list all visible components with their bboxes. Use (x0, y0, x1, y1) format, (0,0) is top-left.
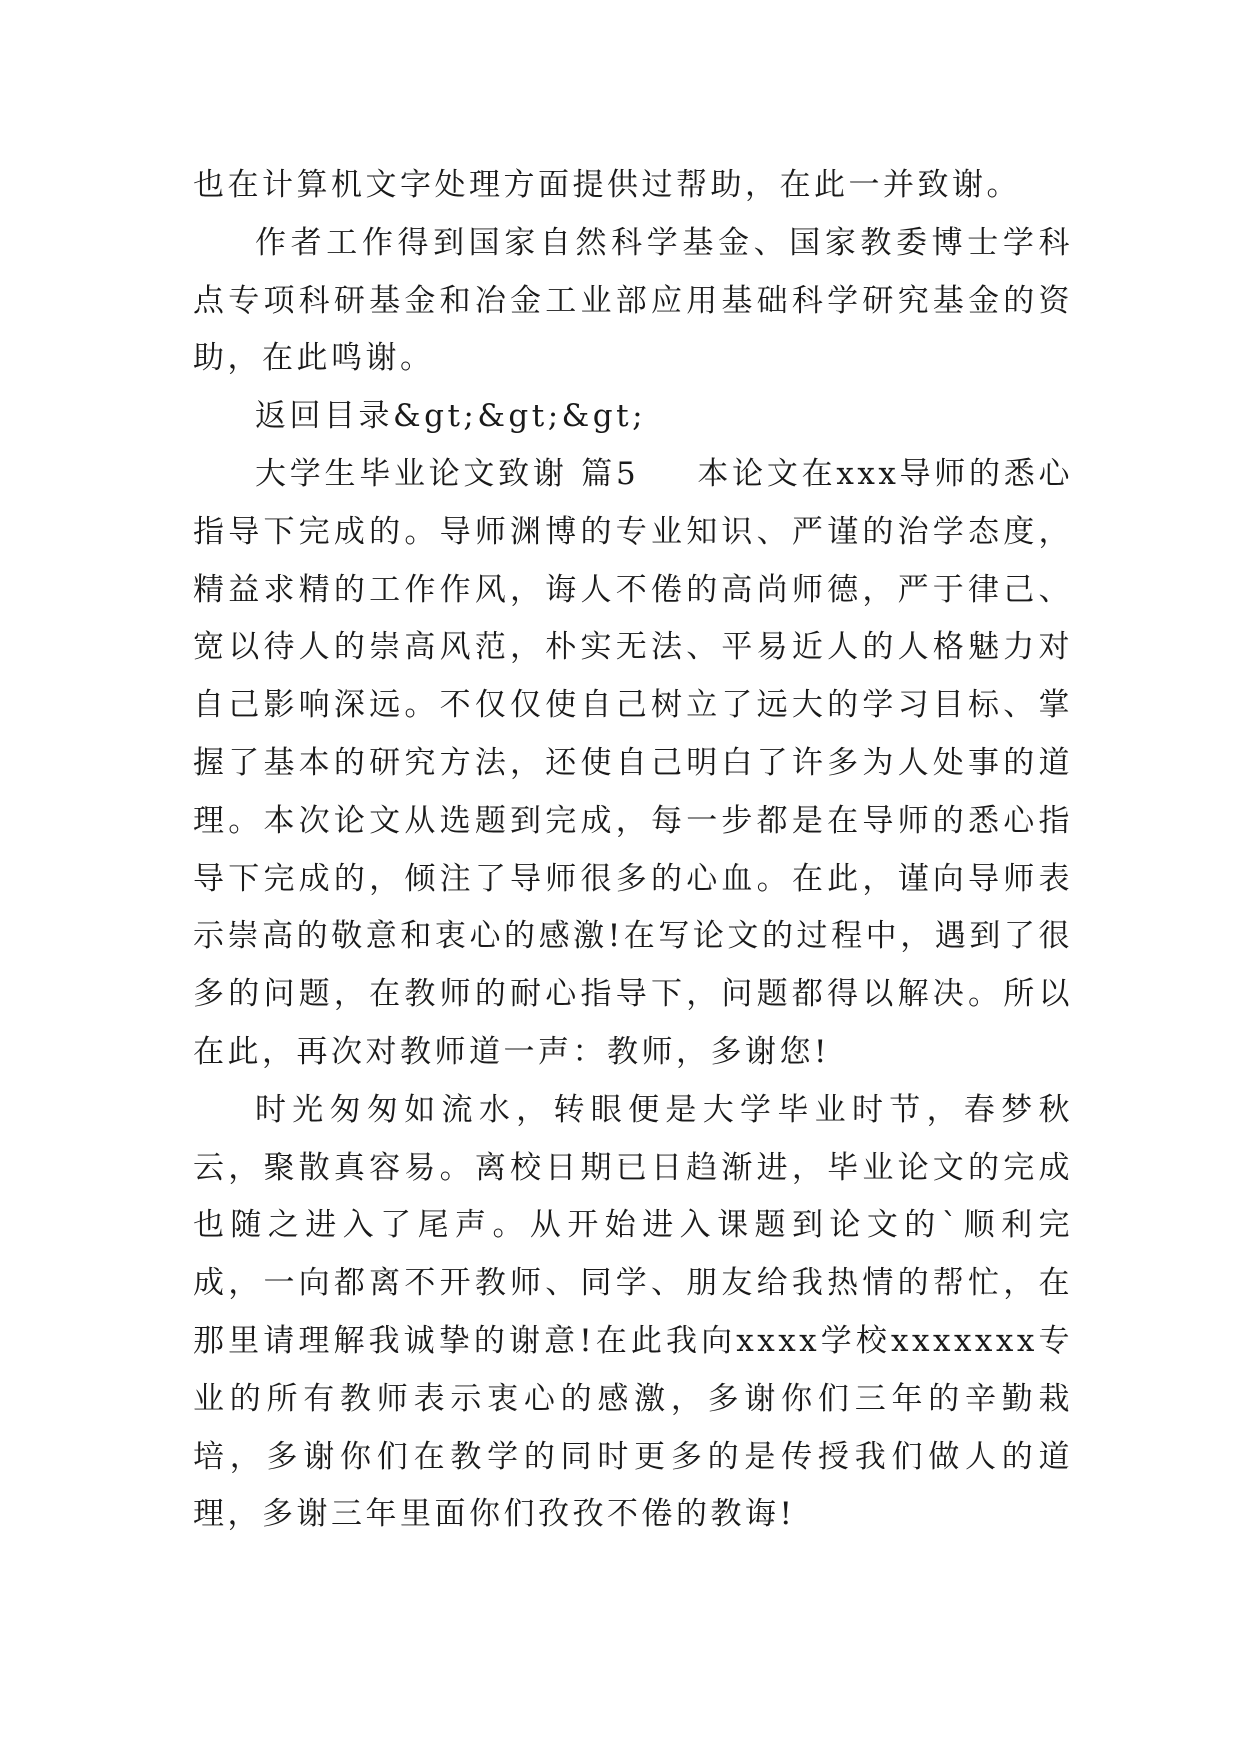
paragraph-continuation: 也在计算机文字处理方面提供过帮助，在此一并致谢。 (193, 167, 1021, 203)
back-to-contents-paragraph (193, 388, 1073, 446)
document-body (193, 157, 1073, 1544)
paragraph-graduation-thanks: 时光匆匆如流水，转眼便是大学毕业时节，春梦秋云，聚散真容易。离校日期已日趋渐进，毕业论文的完成也随之进入了尾声。从开始进入课题到论文的`顺利完成，一向都离不开教师、同学、朋友给我热情的帮忙，在那里请理解我诚挚的谢意!在此我向xxxx学校xxxxxxx专业的所有教师表示衷心的感激，多谢你们三年的辛勤栽培，多谢你们在教学的同时更多的是传授我们做人的道理，多谢三年里面你们孜孜不倦的教诲! (193, 1091, 1073, 1533)
paragraph-section-5 (193, 446, 1073, 1082)
paragraph-funding-acknowledgement: 作者工作得到国家自然科学基金、国家教委博士学科点专项科研基金和冶金工业部应用基础科学研究基金的资助，在此鸣谢。 (193, 224, 1073, 377)
back-to-contents-link[interactable]: 返回目录&gt;&gt;&gt; (255, 398, 647, 435)
section-heading: 大学生毕业论文致谢 篇5 (255, 455, 640, 492)
section-5-body: 本论文在xxx导师的悉心指导下完成的。导师渊博的专业知识、严谨的治学态度，精益求精的工作作风，诲人不倦的高尚师德，严于律己、宽以待人的崇高风范，朴实无法、平易近人的人格魅力对自己影响深远。不仅仅使自己树立了远大的学习目标、掌握了基本的研究方法，还使自己明白了许多为人处事的道理。本次论文从选题到完成，每一步都是在导师的悉心指导下完成的，倾注了导师很多的心血。在此，谨向导师表示崇高的敬意和衷心的感激!在写论文的过程中，遇到了很多的问题，在教师的耐心指导下，问题都得以解决。所以在此，再次对教师道一声：教师，多谢您! (193, 455, 1074, 1070)
